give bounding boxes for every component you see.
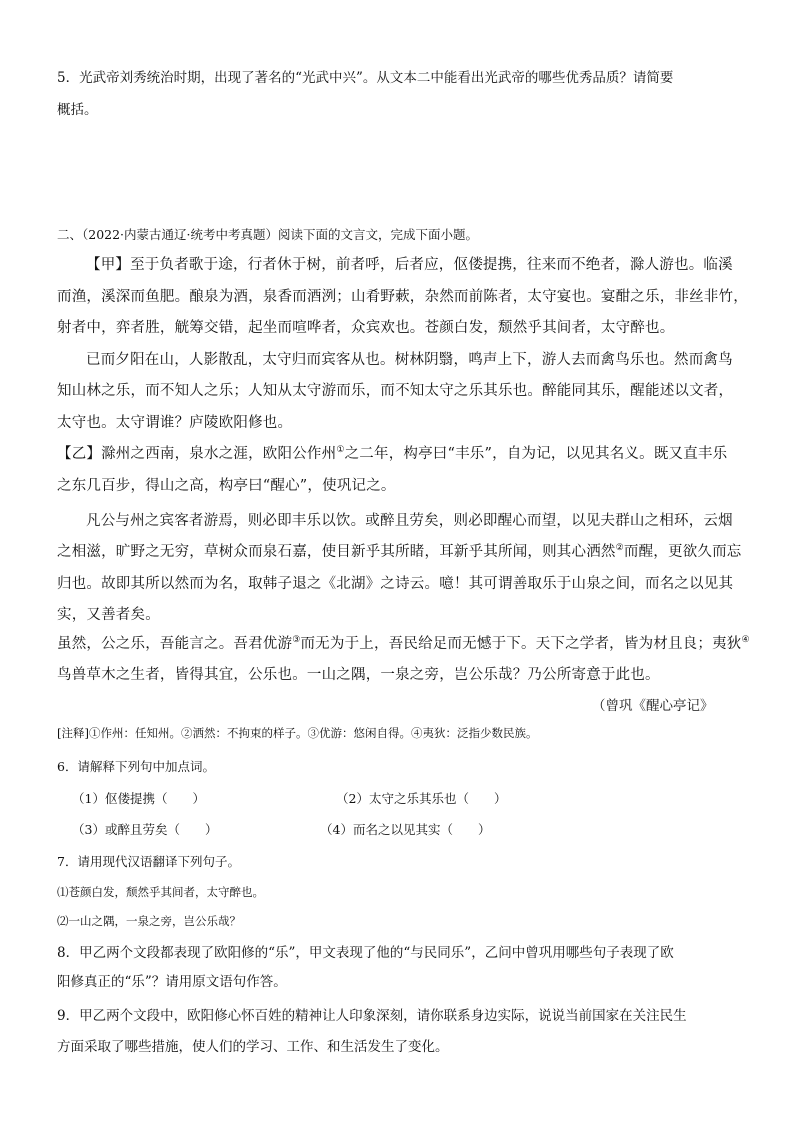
jia-line-2: 而渔，溪深而鱼肥。酿泉为酒，泉香而酒洌；山肴野蔌，杂然而前陈者，太守宴也。宴酣之乐，非丝非竹， <box>57 289 748 305</box>
jia-line-3: 射者中，弈者胜，觥筹交错，起坐而喧哗者，众宾欢也。苍颜白发，颓然乎其间者，太守醉也。 <box>57 320 675 336</box>
yi-source: （曾巩《醒心亭记》 <box>592 698 714 714</box>
jia-line-6: 太守也。太守谓谁？庐陵欧阳修也。 <box>57 415 293 431</box>
yi-line-1-text-a: 【乙】滁州之西南，泉水之涯，欧阳公作州 <box>57 446 337 462</box>
yi-line-6: 实，又善者矣。 <box>57 607 160 623</box>
jia-line-4: 已而夕阳在山，人影散乱，太守归而宾客从也。树林阴翳，鸣声上下，游人去而禽鸟乐也。然而禽鸟 <box>86 352 733 368</box>
yi-line-7-text-b: 而无为于上，吾民给足而无憾于下。天下之学者，皆为材且良；夷狄 <box>300 636 742 652</box>
q7-sentence-2: ⑵一山之隅，一泉之旁，岂公乐哉？ <box>57 914 241 928</box>
yi-line-1 <box>57 442 727 463</box>
yi-line-1-text-b: 之二年，构亭曰“丰乐”，自为记，以见其名义。既又直丰乐 <box>344 446 728 462</box>
q6-item-2: （2）太守之乐其乐也（ ） <box>336 791 507 806</box>
footnote-marker-3: ③ <box>292 635 301 645</box>
yi-line-7-text-a: 虽然，公之乐，吾能言之。吾君优游 <box>57 636 293 652</box>
yi-line-4-text-a: 之相滋，旷野之无穷，草树众而泉石嘉，使目新乎其所睹，耳新乎其所闻，则其心洒然 <box>57 544 616 560</box>
q8-line-1: 8．甲乙两个文段都表现了欧阳修的“乐”，甲文表现了他的“与民同乐”，乙问中曾巩用哪些句子表现了欧 <box>57 945 674 961</box>
q6-stem: 6．请解释下列句中加点词。 <box>57 759 215 774</box>
q9-line-1: 9．甲乙两个文段中，欧阳修心怀百姓的精神让人印象深刻，请你联系身边实际，说说当前国家在关注民生 <box>57 1008 687 1024</box>
yi-line-7 <box>57 632 750 653</box>
yi-line-4 <box>57 540 742 561</box>
q7-sentence-1: ⑴苍颜白发，颓然乎其间者，太守醉也。 <box>57 885 264 899</box>
yi-line-2: 之东几百步，得山之高，构亭曰“醒心”，使巩记之。 <box>57 478 396 494</box>
q8-line-2: 阳修真正的“乐”？请用原文语句作答。 <box>57 974 287 990</box>
footnote-marker-4: ④ <box>741 635 750 645</box>
q9-line-2: 方面采取了哪些措施，使人们的学习、工作、和生活发生了变化。 <box>57 1039 449 1055</box>
q5-line-2: 概括。 <box>57 102 98 118</box>
section-2-header: 二、（2022·内蒙古通辽·统考中考真题）阅读下面的文言文，完成下面小题。 <box>57 227 479 242</box>
q6-item-1: （1）伛偻提携（ ） <box>72 791 205 806</box>
footnote-marker-1: ① <box>336 445 345 455</box>
yi-line-3: 凡公与州之宾客者游焉，则必即丰乐以饮。或醉且劳矣，则必即醒心而望，以见夫群山之相环，云烟 <box>86 513 733 529</box>
annotation-notes: [注释]①作州：任知州。②洒然：不拘束的样子。③优游：悠闲自得。④夷狄：泛指少数民族。 <box>57 726 538 740</box>
q6-item-3: （3）或醉且劳矣（ ） <box>72 822 218 837</box>
yi-line-4-text-b: 而醒，更欲久而忘 <box>623 544 742 560</box>
footnote-marker-2: ② <box>615 543 624 553</box>
q5-line-1: 5．光武帝刘秀统治时期，出现了著名的“光武中兴”。从文本二中能看出光武帝的哪些优秀品质？请简要 <box>57 70 674 86</box>
q7-stem: 7．请用现代汉语翻译下列句子。 <box>57 854 240 869</box>
q6-item-4: （4）而名之以见其实（ ） <box>320 822 491 837</box>
yi-line-8: 鸟兽草木之生者，皆得其宜，公乐也。一山之隅，一泉之旁，岂公乐哉？乃公所寄意于此也。 <box>57 667 660 683</box>
jia-line-5: 知山林之乐，而不知人之乐；人知从太守游而乐，而不知太守之乐其乐也。醉能同其乐，醒能述以文者， <box>57 383 734 399</box>
yi-line-5: 归也。故即其所以然而为名，取韩子退之《北湖》之诗云。噫！其可谓善取乐于山泉之间，而名之以见其 <box>57 576 734 592</box>
jia-line-1: 【甲】至于负者歌于途，行者休于树，前者呼，后者应，伛偻提携，往来而不绝者，滁人游也。临溪 <box>86 257 733 273</box>
